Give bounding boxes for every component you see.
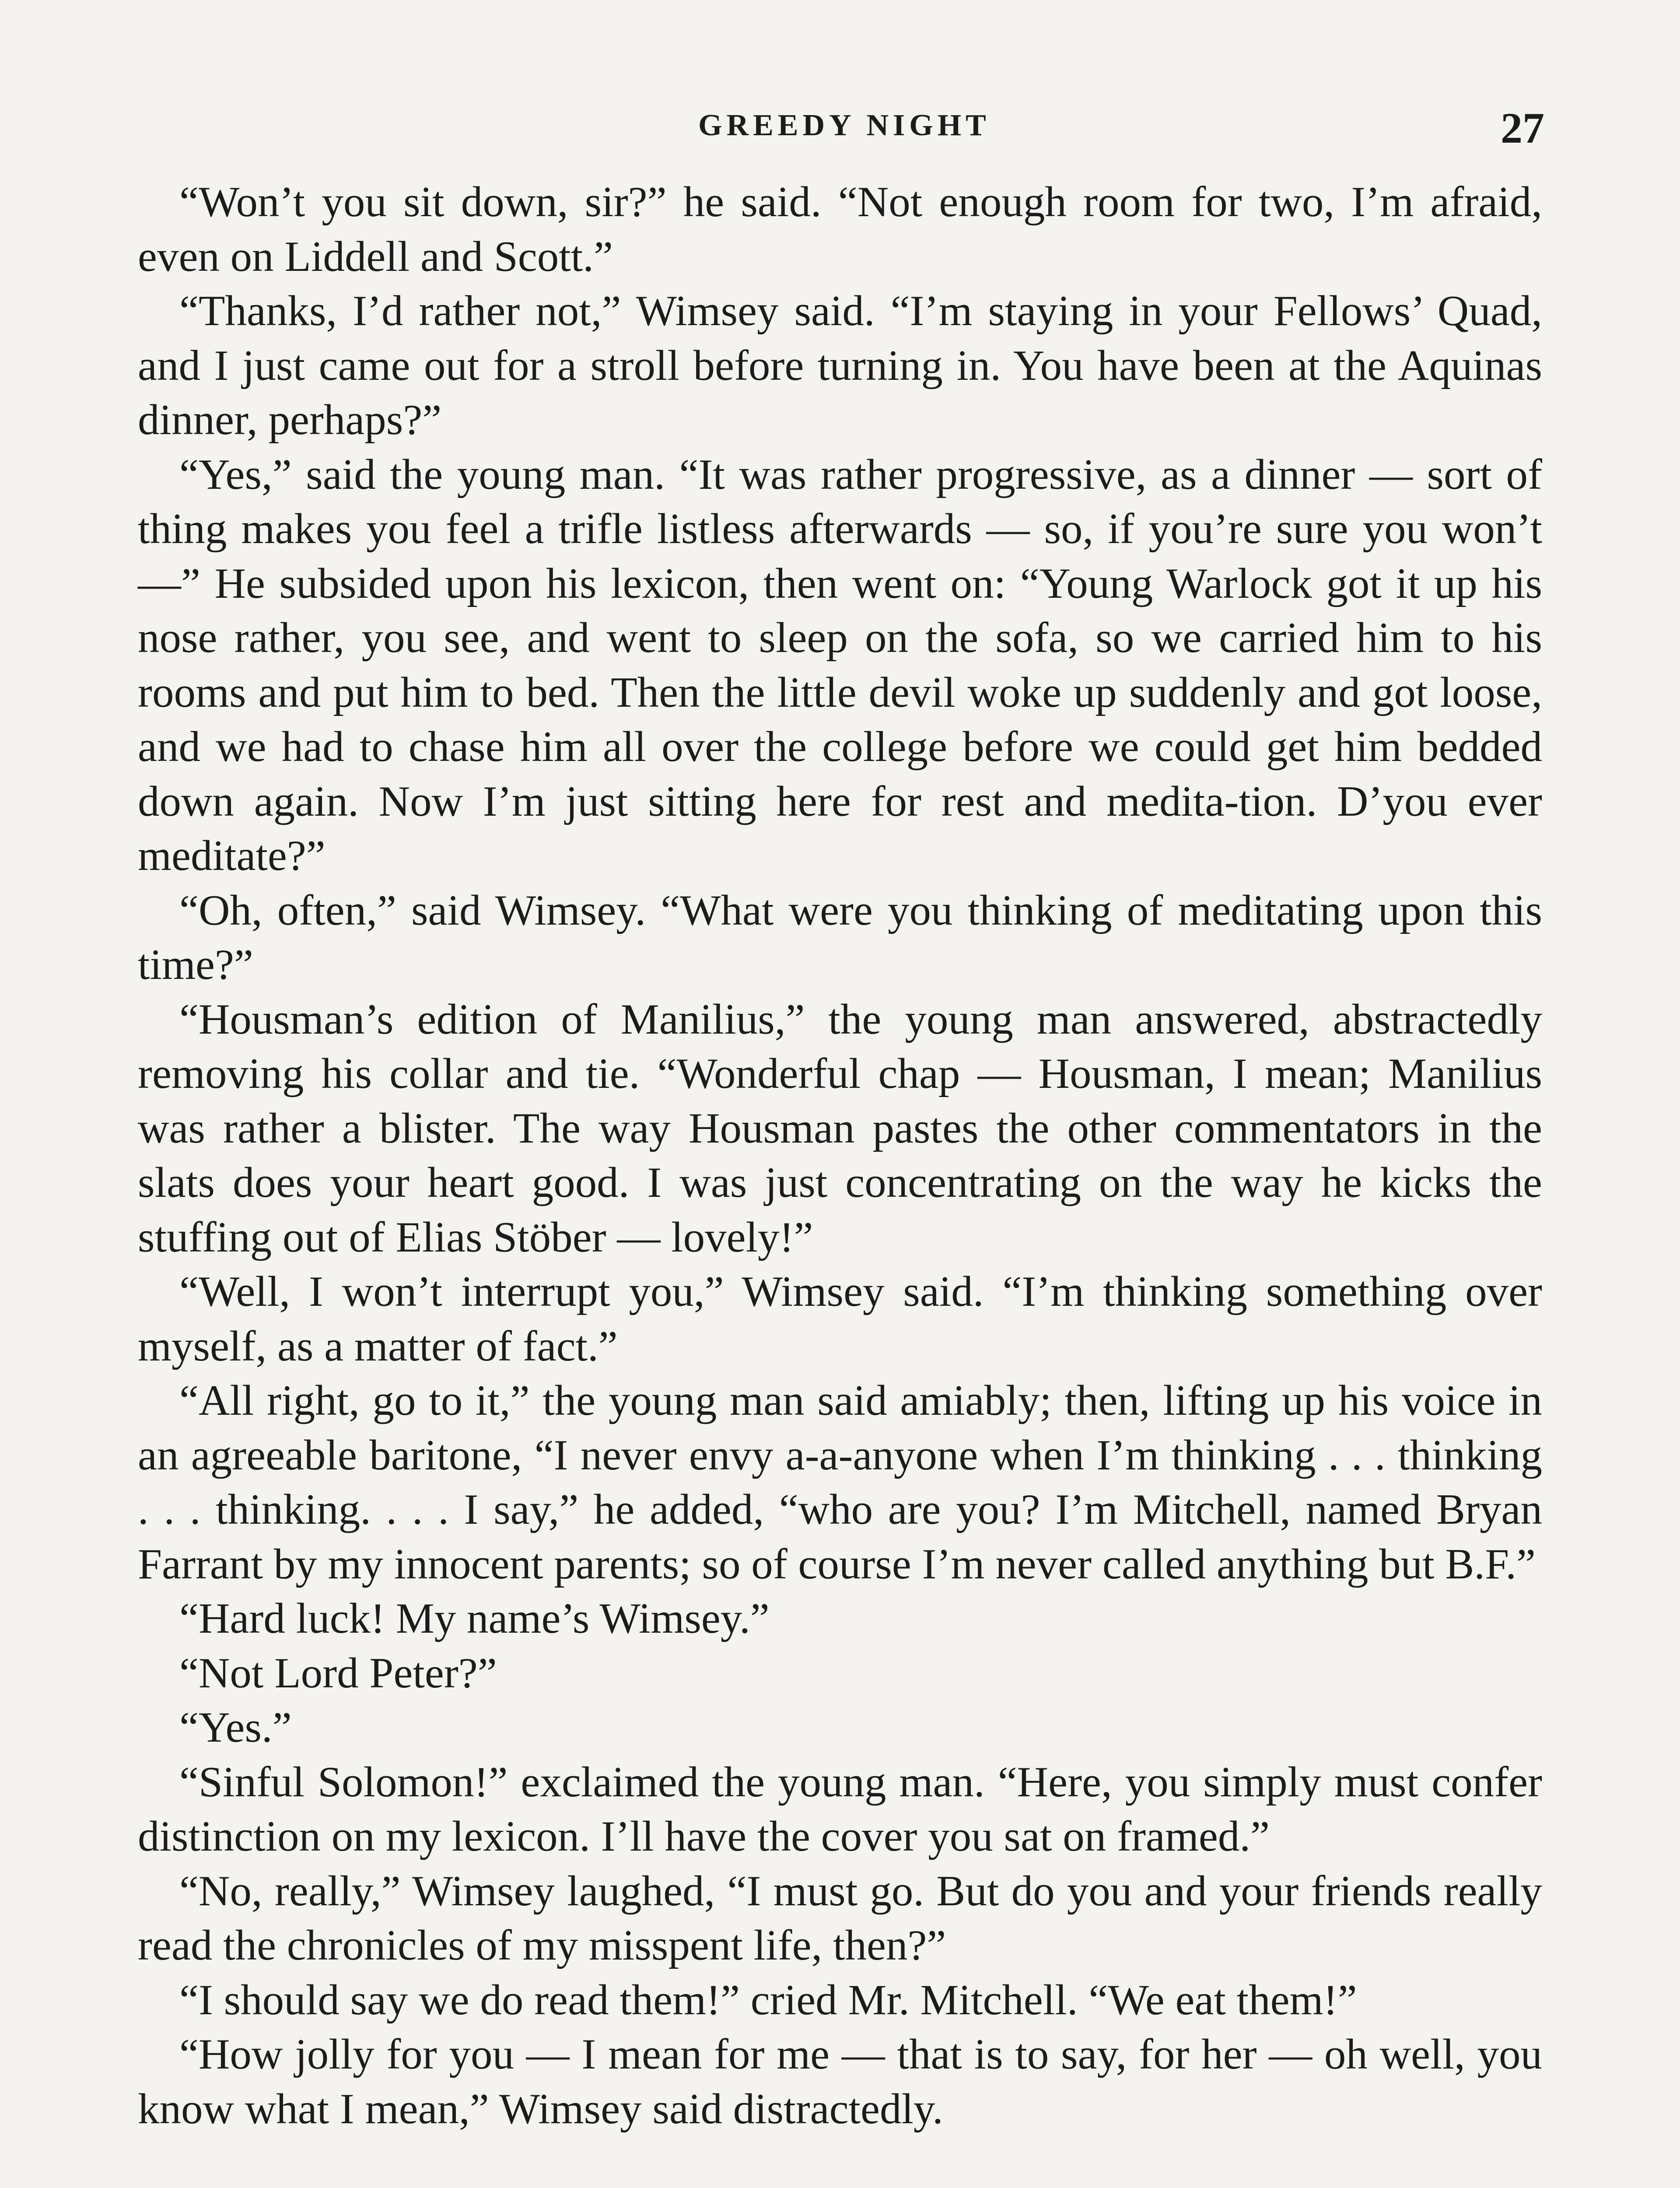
paragraph: “Yes.” (179, 1704, 292, 1751)
book-title: GREEDY NIGHT (698, 109, 990, 142)
paragraph: “Won’t you sit down, sir?” he said. “Not enough room for two, I’m afraid, even on Liddell and Scott.” (138, 178, 1542, 281)
page-number: 27 (1501, 104, 1544, 152)
paragraph: “Oh, often,” said Wimsey. “What were you thinking of meditating upon this time?” (138, 886, 1542, 989)
paragraph: “I should say we do read them!” cried Mr. Mitchell. “We eat them!” (179, 1976, 1357, 2024)
paragraph: “Yes,” said the young man. “It was rather progressive, as a dinner — sort of thing makes you feel a trifle listless afterwards — so, if you’re sure you won’t —” He subsided upon his lexicon, then went on: “Young Warlock got it up his nose rather, you see, and went to sleep on the sofa, so we carried him to his rooms and put him to bed. Then the little devil woke up suddenly and got loose, and we had to chase him all over the college before we could get him bedded down again. Now I’m just sitting here for rest and medita-tion. D’you ever meditate?” (138, 450, 1542, 880)
paragraph: “How jolly for you — I mean for me — that is to say, for her — oh well, you know what I mean,” Wimsey said distractedly. (138, 2030, 1542, 2133)
paragraph: “No, really,” Wimsey laughed, “I must go. But do you and your friends really read the chronicles of my misspent life, then?” (138, 1867, 1542, 1969)
paragraph: “Well, I won’t interrupt you,” Wimsey said. “I’m thinking something over myself, as a matter of fact.” (138, 1268, 1542, 1370)
paragraph: “Sinful Solomon!” exclaimed the young man. “Here, you simply must confer distinction on my lexicon. I’ll have the cover you sat on framed.” (138, 1758, 1542, 1860)
paragraph: “All right, go to it,” the young man said amiably; then, lifting up his voice in an agreeable baritone, “I never envy a-a-anyone when I’m thinking . . . thinking . . . thinking. . . . I say,” he added, “who are you? I’m Mitchell, named Bryan Farrant by my innocent parents; so of course I’m never called anything but B.F.” (138, 1377, 1542, 1588)
paragraph: “Thanks, I’d rather not,” Wimsey said. “I’m staying in your Fellows’ Quad, and I just came out for a stroll before turning in. You have been at the Aquinas dinner, perhaps?” (138, 287, 1542, 444)
running-head (144, 103, 1544, 155)
body-text (138, 175, 1542, 2136)
paragraph: “Housman’s edition of Manilius,” the young man answered, abstractedly removing his collar and tie. “Wonderful chap — Housman, I mean; Manilius was rather a blister. The way Housman pastes the other commentators in the slats does your heart good. I was just concentrating on the way he kicks the stuffing out of Elias Stöber — lovely!” (138, 995, 1542, 1261)
paragraph: “Not Lord Peter?” (179, 1649, 497, 1697)
paragraph: “Hard luck! My name’s Wimsey.” (179, 1595, 770, 1642)
